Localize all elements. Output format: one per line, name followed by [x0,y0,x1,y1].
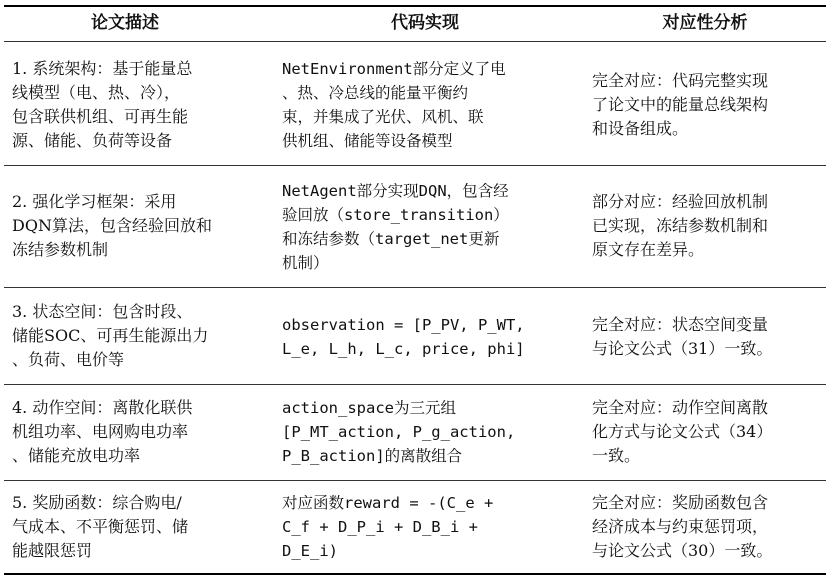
row2-analysis: 部分对应：经验回放机制 已实现，冻结参数机制和 原文存在差异。 [592,192,769,259]
header-rule [4,41,826,42]
header-code: 代码实现 [391,13,459,33]
row1-paper: 1. 系统架构：基于能量总 线模型（电、热、冷）， 包含联供机组、可再生能 源、储能、负荷等设备 [12,59,193,150]
row-divider [4,165,826,166]
row3-paper: 3. 状态空间：包含时段、 储能SOC、可再生能源出力 、负荷、电价等 [12,302,209,369]
top-rule [4,5,826,7]
row2-code: NetAgent部分实现DQN，包含经 验回放（store_transition） 和冻结参数（target_net更新 机制） [282,182,509,272]
row5-code: 对应函数reward = -(C_e + C_f + D_P_i + D_B_i + D_E_i) [282,494,494,560]
row3-analysis: 完全对应：状态空间变量 与论文公式（31）一致。 [592,315,773,358]
row5-paper: 5. 奖励函数：综合购电/ 气成本、不平衡惩罚、储 能越限惩罚 [12,493,189,560]
row4-paper: 4. 动作空间：离散化联供 机组功率、电网购电功率 、储能充放电功率 [12,398,193,465]
row-divider [4,287,826,288]
row4-analysis: 完全对应：动作空间离散 化方式与论文公式（34） 一致。 [592,398,773,465]
row1-analysis: 完全对应：代码完整实现 了论文中的能量总线架构 和设备组成。 [592,71,769,138]
row4-code: action_space为三元组 [P_MT_action, P_g_action, P_B_action]的离散组合 [282,399,516,465]
row2-paper: 2. 强化学习框架：采用 DQN算法，包含经验回放和 冻结参数机制 [12,192,212,259]
row1-code: NetEnvironment部分定义了电 、热、冷总线的能量平衡约 束，并集成了光伏、风机、联 供机组、储能等设备模型 [282,60,506,150]
header-analysis: 对应性分析 [662,13,748,33]
row-divider [4,480,826,481]
header-paper: 论文描述 [91,13,159,33]
row3-code: observation = [P_PV, P_WT, L_e, L_h, L_c, price, phi] [282,316,525,358]
bottom-rule [4,573,826,575]
row-divider [4,384,826,385]
row5-analysis: 完全对应：奖励函数包含 经济成本与约束惩罚项， 与论文公式（30）一致。 [592,493,773,560]
